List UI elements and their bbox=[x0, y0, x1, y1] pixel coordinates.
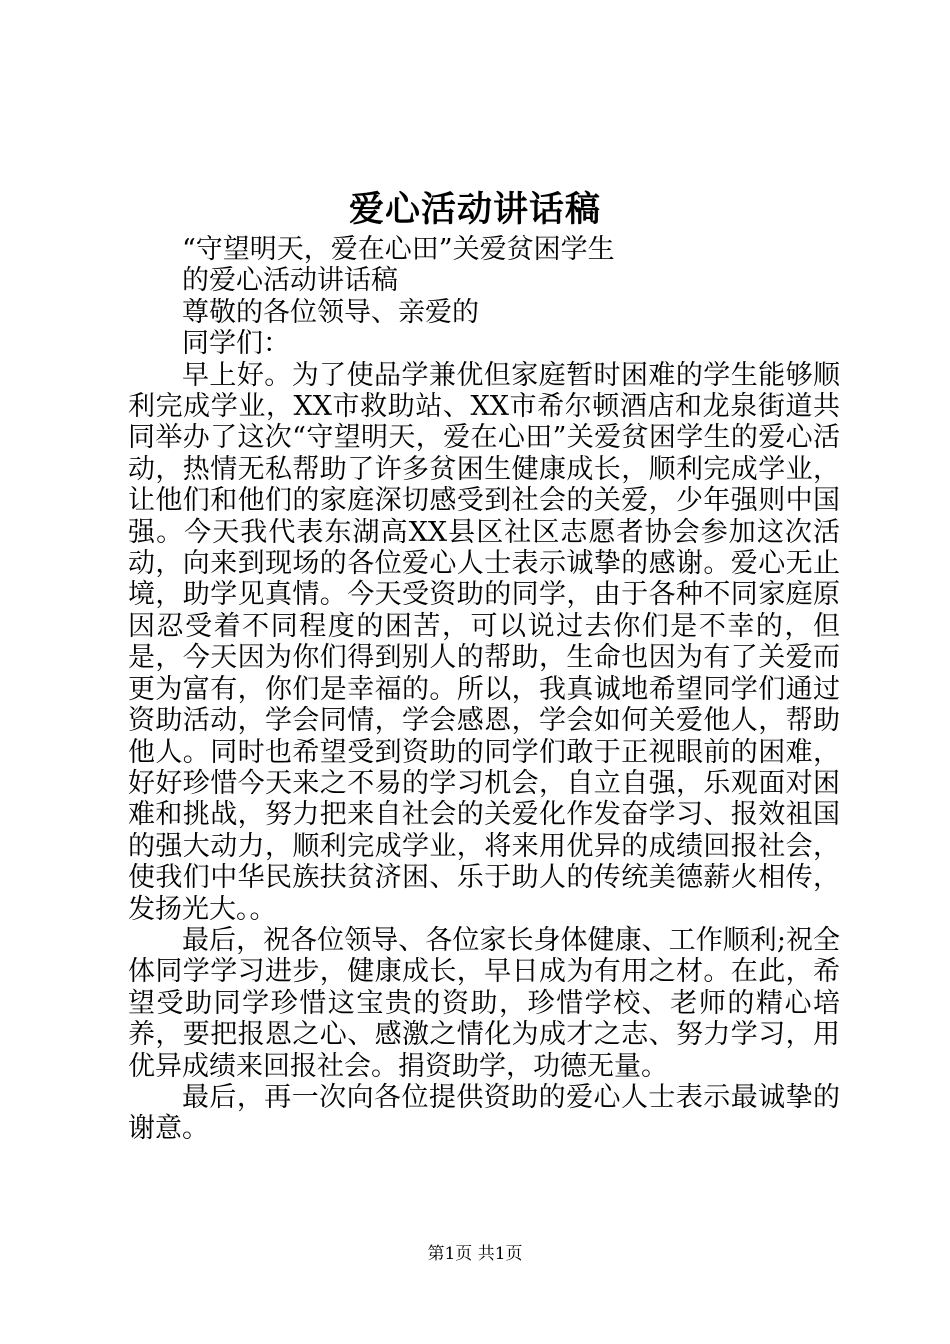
salutation-line-2: 同学们： bbox=[182, 328, 290, 360]
body-paragraph-1: 早上好。为了使品学兼优但家庭暂时困难的学生能够顺利完成学业，XX市救助站、XX市希尔顿酒店和龙泉街道共同举办了这次“守望明天，爱在心田”关爱贫困学生的爱心活动，热情无私帮助了许多贫困生健康成长，顺利完成学业，让他们和他们的家庭深切感受到社会的关爱，少年强则中国强。今天我代表东湖高XX县区社区志愿者协会参加这次活动，向来到现场的各位爱心人士表示诚挚的感谢。爱心无止境，助学见真情。今天受资助的同学，由于各种不同家庭原因忍受着不同程度的困苦，可以说过去你们是不幸的，但是，今天因为你们得到别人的帮助，生命也因为有了关爱而更为富有，你们是幸福的。所以，我真诚地希望同学们通过资助活动，学会同情，学会感恩，学会如何关爱他人，帮助他人。同时也希望受到资助的同学们敢于正视眼前的困难，好好珍惜今天来之不易的学习机会，自立自强，乐观面对困难和挑战，努力把来自社会的关爱化作发奋学习、报效祖国的强大动力，顺利完成学业，将来用优异的成绩回报社会，使我们中华民族扶贫济困、乐于助人的传统美德薪火相传，发扬光大。。 bbox=[128, 359, 840, 925]
document-title: 爱心活动讲话稿 bbox=[348, 189, 601, 230]
subtitle-line-2: 的爱心活动讲话稿 bbox=[182, 265, 398, 297]
document-body bbox=[128, 234, 840, 1145]
body-paragraph-2: 最后，祝各位领导、各位家长身体健康、工作顺利;祝全体同学学习进步，健康成长，早日成为有用之材。在此，希望受助同学珍惜这宝贵的资助，珍惜学校、老师的精心培养，要把报恩之心、感激之情化为成才之志、努力学习，用优异成绩来回报社会。捐资助学，功德无量。 bbox=[128, 924, 840, 1082]
body-paragraph-3: 最后，再一次向各位提供资助的爱心人士表示最诚挚的谢意。 bbox=[128, 1081, 840, 1145]
salutation-line-1: 尊敬的各位领导、亲爱的 bbox=[182, 296, 479, 328]
page-footer: 第1页 共1页 bbox=[427, 1244, 523, 1264]
subtitle-line-1: “守望明天，爱在心田”关爱贫困学生 bbox=[182, 234, 615, 265]
